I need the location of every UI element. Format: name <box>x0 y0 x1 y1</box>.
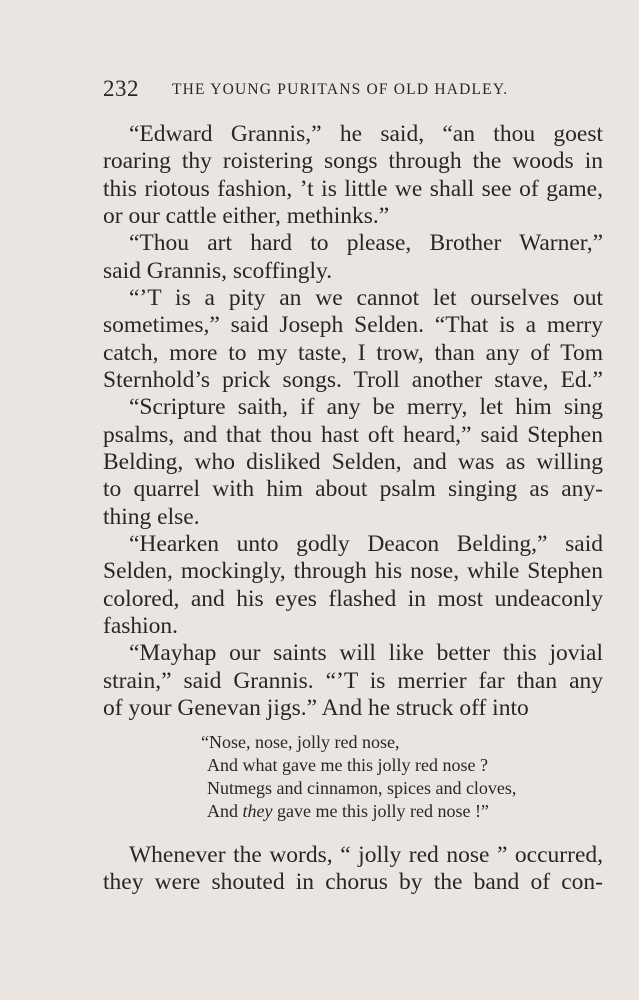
text-line: “Hearken unto godly Deacon Belding,” said <box>129 531 603 557</box>
verse-line: “Nose, nose, jolly red nose, <box>201 732 400 752</box>
text-line: this riotous fashion, ’t is little we shall see of game, <box>103 176 603 202</box>
text-line: “Mayhap our saints will like better this jovial <box>129 640 603 666</box>
verse-text: And <box>207 801 243 821</box>
text-line: sometimes,” said Joseph Selden. “That is a merry <box>103 312 603 338</box>
text-line: “Thou art hard to please, Brother Warner,” <box>129 230 603 256</box>
text-line: “Scripture saith, if any be merry, let him sing <box>129 394 603 420</box>
text-line: or our cattle either, methinks.” <box>103 203 390 229</box>
running-head <box>103 76 603 106</box>
book-title: THE YOUNG PURITANS OF OLD HADLEY. <box>172 81 509 98</box>
verse-line <box>207 799 489 823</box>
text-line: “’T is a pity an we cannot let ourselves out <box>129 285 603 311</box>
verse-emphasis: they <box>242 801 273 821</box>
text-line: they were shouted in chorus by the band of con- <box>103 869 603 895</box>
text-line: said Grannis, scoffingly. <box>103 258 333 284</box>
text-line: to quarrel with him about psalm singing as any- <box>103 476 603 502</box>
verse-text: gave me this jolly red nose !” <box>272 801 489 821</box>
text-line: catch, more to my taste, I trow, than any of Tom <box>103 340 603 366</box>
text-line: roaring thy roistering songs through the woods in <box>103 148 603 174</box>
text-line: Selden, mockingly, through his nose, while Stephen <box>103 558 603 584</box>
verse-line: Nutmegs and cinnamon, spices and cloves, <box>207 778 517 798</box>
text-line: thing else. <box>103 504 200 530</box>
text-line: psalms, and that thou hast oft heard,” said Stephen <box>103 422 603 448</box>
page-number: 232 <box>103 76 139 101</box>
text-line: strain,” said Grannis. “’T is merrier far than any <box>103 668 603 694</box>
verse-line: And what gave me this jolly red nose ? <box>207 755 488 775</box>
text-line: Whenever the words, “ jolly red nose ” occurred, <box>129 842 603 868</box>
text-line: Sternhold’s prick songs. Troll another stave, Ed.” <box>103 367 603 393</box>
text-line: of your Genevan jigs.” And he struck off into <box>103 695 529 721</box>
text-line: “Edward Grannis,” he said, “an thou goest <box>129 121 603 147</box>
text-line: fashion. <box>103 613 179 639</box>
text-line: Belding, who disliked Selden, and was as willing <box>103 449 603 475</box>
text-line: colored, and his eyes flashed in most undeaconly <box>103 586 603 612</box>
